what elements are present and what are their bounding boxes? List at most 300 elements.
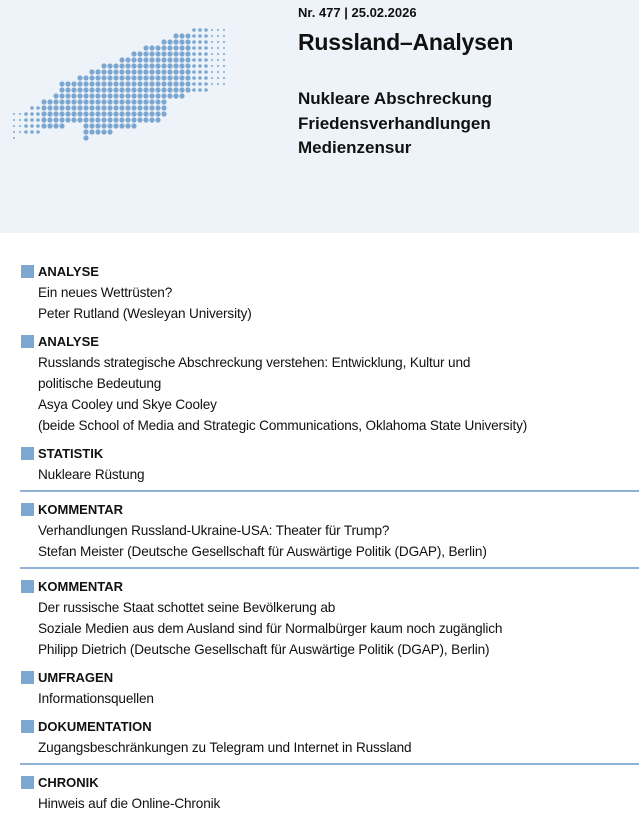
map-dot	[113, 111, 118, 116]
map-dot	[149, 63, 154, 68]
map-dot	[95, 69, 100, 74]
map-dot	[113, 99, 118, 104]
map-dot	[161, 111, 166, 116]
map-dot	[125, 75, 130, 80]
map-dot	[204, 64, 208, 68]
map-dot	[167, 93, 172, 98]
map-dot	[125, 99, 130, 104]
map-dot	[204, 40, 208, 44]
map-dot	[198, 52, 202, 56]
map-dot	[155, 51, 160, 56]
map-dot	[167, 39, 172, 44]
map-dot	[149, 57, 154, 62]
square-bullet-icon	[21, 265, 34, 278]
map-dot	[161, 87, 166, 92]
map-dot	[173, 63, 178, 68]
map-dot	[149, 75, 154, 80]
map-dot	[211, 71, 213, 73]
map-dot	[83, 75, 88, 80]
map-dot	[65, 117, 70, 122]
map-dot	[125, 117, 130, 122]
map-dot	[155, 81, 160, 86]
map-dot	[198, 58, 202, 62]
map-dot	[113, 123, 118, 128]
map-dot	[83, 123, 88, 128]
section-divider	[20, 567, 639, 569]
map-dot	[173, 51, 178, 56]
map-dot	[143, 87, 148, 92]
map-dot	[107, 111, 112, 116]
map-dot	[173, 57, 178, 62]
map-dot	[119, 99, 124, 104]
map-dot	[47, 99, 52, 104]
toc-line: (beide School of Media and Strategic Communications, Oklahoma State University)	[38, 418, 528, 433]
toc-entry[interactable]	[0, 443, 639, 485]
map-dot	[137, 75, 142, 80]
toc-category: KOMMENTAR	[38, 579, 123, 594]
map-dot	[107, 123, 112, 128]
issue-number-date: Nr. 477 | 25.02.2026	[298, 5, 417, 20]
map-dot	[204, 58, 208, 62]
map-dot	[192, 88, 196, 92]
map-dot	[149, 105, 154, 110]
map-dot	[41, 117, 46, 122]
map-dot	[198, 70, 202, 74]
map-dot	[149, 117, 154, 122]
map-dot	[59, 99, 64, 104]
map-dot	[19, 125, 21, 127]
map-dot	[131, 81, 136, 86]
map-dot	[155, 93, 160, 98]
topic: Nukleare Abschreckung	[298, 89, 492, 108]
map-dot	[95, 111, 100, 116]
map-dot	[30, 118, 34, 122]
map-dot	[167, 87, 172, 92]
map-dot	[167, 75, 172, 80]
map-dot	[77, 81, 82, 86]
map-dot	[71, 111, 76, 116]
map-dot	[167, 57, 172, 62]
toc-line: Soziale Medien aus dem Ausland sind für Normalbürger kaum noch zugänglich	[38, 621, 503, 636]
toc-line: Der russische Staat schottet seine Bevölkerung ab	[38, 600, 336, 615]
map-dot	[161, 63, 166, 68]
map-dot	[211, 35, 213, 37]
map-dot	[77, 93, 82, 98]
map-dot	[198, 76, 202, 80]
map-dot	[36, 118, 40, 122]
map-dot	[101, 129, 106, 134]
map-dot	[137, 93, 142, 98]
map-dot	[192, 58, 196, 62]
toc-entry[interactable]	[0, 331, 639, 436]
toc-category: DOKUMENTATION	[38, 719, 152, 734]
map-dot	[143, 117, 148, 122]
map-dot	[89, 99, 94, 104]
map-dot	[143, 45, 148, 50]
map-dot	[77, 111, 82, 116]
map-dot	[131, 105, 136, 110]
map-dot	[161, 57, 166, 62]
map-dot	[41, 105, 46, 110]
map-dot	[89, 123, 94, 128]
map-dot	[113, 93, 118, 98]
map-dot	[101, 105, 106, 110]
map-dot	[161, 69, 166, 74]
map-dot	[65, 99, 70, 104]
map-dot	[137, 51, 142, 56]
map-dot	[198, 34, 202, 38]
map-dot	[24, 112, 28, 116]
map-dot	[131, 117, 136, 122]
map-dot	[71, 87, 76, 92]
russia-map-icon	[0, 10, 240, 170]
map-dot	[36, 106, 40, 110]
map-dot	[107, 93, 112, 98]
map-dot	[119, 75, 124, 80]
map-dot	[107, 69, 112, 74]
map-dot	[217, 71, 219, 73]
map-dot	[47, 111, 52, 116]
map-dot	[125, 57, 130, 62]
map-dot	[155, 87, 160, 92]
map-dot	[53, 117, 58, 122]
square-bullet-icon	[21, 447, 34, 460]
map-dot	[89, 69, 94, 74]
map-dot	[59, 105, 64, 110]
map-dot	[155, 99, 160, 104]
map-dot	[211, 77, 213, 79]
map-dot	[179, 33, 184, 38]
map-dot	[119, 93, 124, 98]
map-dot	[89, 93, 94, 98]
map-dot	[143, 105, 148, 110]
map-dot	[179, 75, 184, 80]
map-dot	[119, 87, 124, 92]
map-dot	[223, 35, 225, 37]
map-dot	[211, 83, 213, 85]
map-dot	[179, 63, 184, 68]
toc-line: Informationsquellen	[38, 691, 154, 706]
map-dot	[211, 47, 213, 49]
map-dot	[185, 57, 190, 62]
toc-entry[interactable]	[0, 716, 639, 758]
map-dot	[119, 69, 124, 74]
map-dot	[173, 81, 178, 86]
topic: Medienzensur	[298, 138, 412, 157]
map-dot	[107, 81, 112, 86]
toc-category: UMFRAGEN	[38, 670, 114, 685]
map-dot	[13, 131, 15, 133]
map-dot	[185, 69, 190, 74]
map-dot	[179, 69, 184, 74]
map-dot	[59, 93, 64, 98]
topic: Friedensverhandlungen	[298, 113, 491, 133]
map-dot	[107, 87, 112, 92]
map-dot	[211, 29, 213, 31]
map-dot	[59, 87, 64, 92]
map-dot	[41, 111, 46, 116]
map-dot	[101, 117, 106, 122]
map-dot	[65, 111, 70, 116]
map-dot	[155, 69, 160, 74]
map-dot	[143, 57, 148, 62]
cover-header	[0, 0, 639, 233]
map-dot	[125, 81, 130, 86]
map-dot	[173, 39, 178, 44]
toc-line: Ein neues Wettrüsten?	[38, 285, 173, 300]
map-dot	[192, 40, 196, 44]
toc-line: Stefan Meister (Deutsche Gesellschaft für Auswärtige Politik (DGAP), Berlin)	[38, 544, 487, 559]
toc-line: Philipp Dietrich (Deutsche Gesellschaft für Auswärtige Politik (DGAP), Berlin)	[38, 642, 490, 657]
toc-category: CHRONIK	[38, 775, 99, 790]
map-dot	[137, 105, 142, 110]
map-dot	[185, 75, 190, 80]
map-dot	[192, 70, 196, 74]
toc-category: STATISTIK	[38, 446, 104, 461]
map-dot	[204, 34, 208, 38]
map-dot	[89, 129, 94, 134]
map-dot	[223, 53, 225, 55]
toc-entry[interactable]	[0, 576, 639, 660]
publication-title: Russland–Analysen	[298, 29, 514, 55]
map-dot	[143, 93, 148, 98]
map-dot	[77, 87, 82, 92]
map-dot	[113, 63, 118, 68]
map-dot	[185, 45, 190, 50]
map-dot	[101, 99, 106, 104]
map-dot	[143, 51, 148, 56]
map-dot	[113, 105, 118, 110]
toc-entry[interactable]	[0, 667, 639, 709]
toc-category: ANALYSE	[38, 264, 99, 279]
map-dot	[223, 41, 225, 43]
map-dot	[53, 93, 58, 98]
map-dot	[192, 34, 196, 38]
map-dot	[198, 40, 202, 44]
map-dot	[223, 59, 225, 61]
map-dot	[89, 111, 94, 116]
map-dot	[36, 112, 40, 116]
toc-line: politische Bedeutung	[38, 376, 162, 391]
map-dot	[24, 118, 28, 122]
map-dot	[192, 82, 196, 86]
map-dot	[89, 117, 94, 122]
map-dot	[131, 111, 136, 116]
map-dot	[173, 33, 178, 38]
map-dot	[65, 87, 70, 92]
map-dot	[53, 99, 58, 104]
map-dot	[211, 59, 213, 61]
map-dot	[155, 105, 160, 110]
map-dot	[161, 99, 166, 104]
map-dot	[173, 93, 178, 98]
map-dot	[211, 53, 213, 55]
map-dot	[95, 93, 100, 98]
map-dot	[77, 99, 82, 104]
map-dot	[101, 63, 106, 68]
map-dot	[107, 129, 112, 134]
map-dot	[113, 87, 118, 92]
map-dot	[107, 117, 112, 122]
map-dot	[179, 51, 184, 56]
map-dot	[149, 111, 154, 116]
map-dot	[95, 75, 100, 80]
map-dot	[107, 63, 112, 68]
map-dot	[30, 112, 34, 116]
map-dot	[137, 81, 142, 86]
section-divider	[20, 763, 639, 765]
map-dot	[155, 63, 160, 68]
square-bullet-icon	[21, 335, 34, 348]
toc-entry[interactable]	[0, 499, 639, 562]
map-dot	[101, 123, 106, 128]
map-dot	[192, 52, 196, 56]
map-dot	[185, 87, 190, 92]
map-dot	[65, 93, 70, 98]
map-dot	[13, 113, 15, 115]
map-dot	[173, 45, 178, 50]
map-dot	[179, 39, 184, 44]
map-dot	[89, 87, 94, 92]
map-dot	[131, 75, 136, 80]
map-dot	[167, 51, 172, 56]
map-dot	[131, 57, 136, 62]
map-dot	[119, 63, 124, 68]
map-dot	[83, 135, 88, 140]
map-dot	[83, 129, 88, 134]
map-dot	[131, 123, 136, 128]
map-dot	[161, 93, 166, 98]
map-dot	[131, 51, 136, 56]
map-dot	[83, 105, 88, 110]
map-dot	[217, 41, 219, 43]
map-dot	[155, 57, 160, 62]
map-dot	[204, 76, 208, 80]
map-dot	[137, 111, 142, 116]
toc-line: Nukleare Rüstung	[38, 467, 145, 482]
map-dot	[119, 123, 124, 128]
map-dot	[137, 99, 142, 104]
map-dot	[59, 123, 64, 128]
toc-line: Russlands strategische Abschreckung verstehen: Entwicklung, Kultur und	[38, 355, 471, 370]
map-dot	[149, 45, 154, 50]
map-dot	[204, 46, 208, 50]
map-dot	[131, 93, 136, 98]
map-dot	[161, 75, 166, 80]
map-dot	[119, 57, 124, 62]
map-dot	[217, 59, 219, 61]
map-dot	[89, 105, 94, 110]
map-dot	[131, 63, 136, 68]
section-divider	[20, 490, 639, 492]
map-dot	[41, 99, 46, 104]
map-dot	[167, 45, 172, 50]
map-dot	[223, 47, 225, 49]
toc-entry[interactable]	[0, 772, 639, 814]
map-dot	[71, 93, 76, 98]
map-dot	[192, 76, 196, 80]
map-dot	[179, 93, 184, 98]
map-dot	[143, 63, 148, 68]
map-dot	[204, 88, 208, 92]
map-dot	[36, 130, 40, 134]
map-dot	[131, 69, 136, 74]
map-dot	[83, 117, 88, 122]
map-dot	[47, 123, 52, 128]
table-of-contents	[0, 261, 639, 821]
map-dot	[89, 75, 94, 80]
map-dot	[53, 105, 58, 110]
map-dot	[217, 65, 219, 67]
toc-line: Zugangsbeschränkungen zu Telegram und Internet in Russland	[38, 740, 412, 755]
map-dot	[161, 39, 166, 44]
map-dot	[161, 45, 166, 50]
toc-category: KOMMENTAR	[38, 502, 123, 517]
toc-line: Hinweis auf die Online-Chronik	[38, 796, 221, 811]
map-dot	[143, 111, 148, 116]
square-bullet-icon	[21, 776, 34, 789]
map-dot	[185, 63, 190, 68]
map-dot	[149, 81, 154, 86]
map-dot	[125, 111, 130, 116]
issue-topics	[298, 87, 492, 161]
map-dot	[155, 75, 160, 80]
toc-entry[interactable]	[0, 261, 639, 324]
map-dot	[137, 117, 142, 122]
map-dot	[77, 117, 82, 122]
map-dot	[125, 93, 130, 98]
map-dot	[41, 123, 46, 128]
map-dot	[137, 63, 142, 68]
map-dot	[47, 105, 52, 110]
toc-line: Verhandlungen Russland-Ukraine-USA: Theater für Trump?	[38, 523, 390, 538]
map-dot	[217, 47, 219, 49]
map-dot	[13, 119, 15, 121]
map-dot	[223, 71, 225, 73]
map-dot	[95, 129, 100, 134]
map-dot	[19, 119, 21, 121]
map-dot	[95, 99, 100, 104]
map-dot	[24, 124, 28, 128]
map-dot	[223, 65, 225, 67]
map-dot	[101, 111, 106, 116]
map-dot	[24, 130, 28, 134]
map-dot	[113, 117, 118, 122]
map-dot	[101, 75, 106, 80]
map-dot	[119, 117, 124, 122]
map-dot	[143, 81, 148, 86]
map-dot	[30, 124, 34, 128]
map-dot	[204, 28, 208, 32]
map-dot	[101, 87, 106, 92]
map-dot	[223, 77, 225, 79]
map-dot	[179, 45, 184, 50]
map-dot	[155, 45, 160, 50]
map-dot	[36, 124, 40, 128]
map-dot	[101, 93, 106, 98]
map-dot	[113, 81, 118, 86]
map-dot	[83, 99, 88, 104]
map-dot	[125, 63, 130, 68]
map-dot	[95, 117, 100, 122]
map-dot	[167, 81, 172, 86]
map-dot	[179, 57, 184, 62]
map-dot	[179, 81, 184, 86]
map-dot	[217, 53, 219, 55]
map-dot	[185, 51, 190, 56]
map-dot	[89, 81, 94, 86]
map-dot	[198, 64, 202, 68]
